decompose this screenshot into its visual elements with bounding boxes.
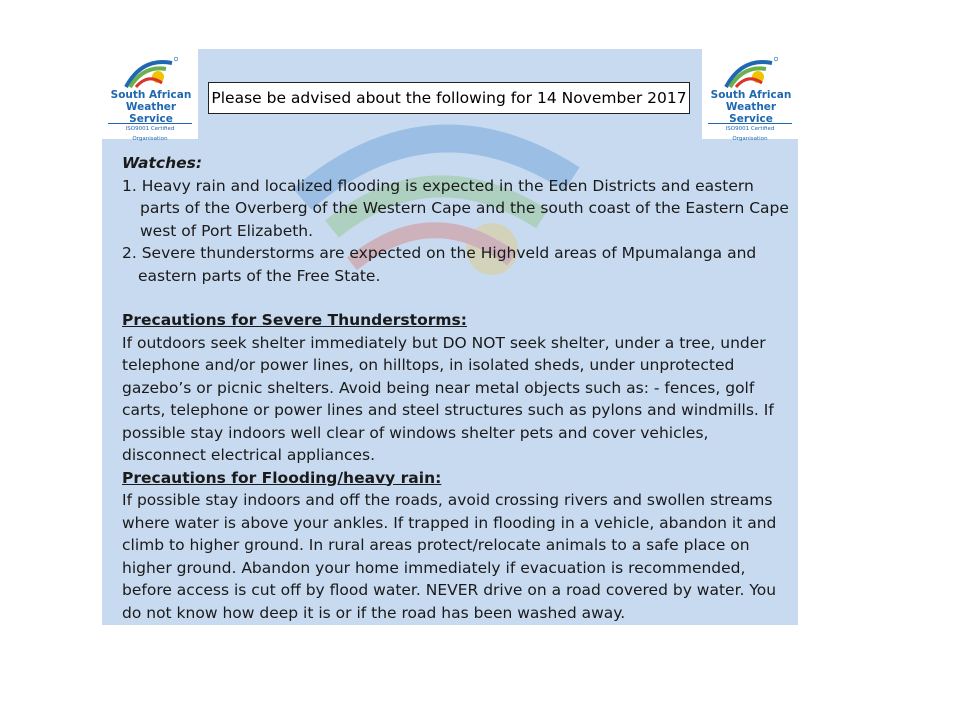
logo-name-line1: South African [710,89,792,101]
logo-name-line2: Weather Service [725,101,777,125]
flooding-heading: Precautions for Flooding/heavy rain: [122,468,442,487]
thunderstorms-body: If outdoors seek shelter immediately but DO NOT seek shelter, under a tree, under telephone and/or power lines, on hilltops, in isolated sheds, under unprotected gazebo’s or picnic shelters. Avoid being near metal objects such as: - fences, golf carts, telephone or power lines and steel structures such as pylons and windmills. If possible stay indoors well clear of windows shelter pets and cover vehicles, disconnect electrical appliances. [122,333,774,464]
logo-name [106,89,196,125]
thunderstorms-heading: Precautions for Severe Thunderstorms: [122,311,467,329]
sawc-logo-left [102,49,198,142]
logo-name [706,89,796,125]
sawc-logo-right [702,49,798,142]
flooding-body: If possible stay indoors and off the roads, avoid crossing rivers and swollen streams where water is above your ankles. If trapped in flooding in a vehicle, abandon it and climb to higher ground. In rural areas protect/relocate animals to a safe place on higher ground. Abandon your home immediately if evacuation is recommended, before access is cut off by flood water. NEVER drive on a road covered by water. You do not know how deep it is or if the road has been washed away. [122,491,777,622]
logo-name-line1: South African [110,89,192,101]
spacer [122,287,792,309]
advisory-title: Please be advised about the following for 14 November 2017 [208,82,690,114]
watches-heading: Watches: [122,154,203,172]
advisory-content [122,152,792,624]
logo-certification: ISO9001 Certified Organisation [708,123,792,134]
logo-name-line2: Weather Service [125,101,177,125]
logo-certification: ISO9001 Certified Organisation [108,123,192,134]
watch-item-1: 1. Heavy rain and localized flooding is expected in the Eden Districts and eastern parts of the Overberg of the Western Cape and the south coast of the Eastern Cape west of Port Elizabeth. [122,176,789,240]
watch-item-2: 2. Severe thunderstorms are expected on the Highveld areas of Mpumalanga and eastern parts of the Free State. [122,244,757,285]
